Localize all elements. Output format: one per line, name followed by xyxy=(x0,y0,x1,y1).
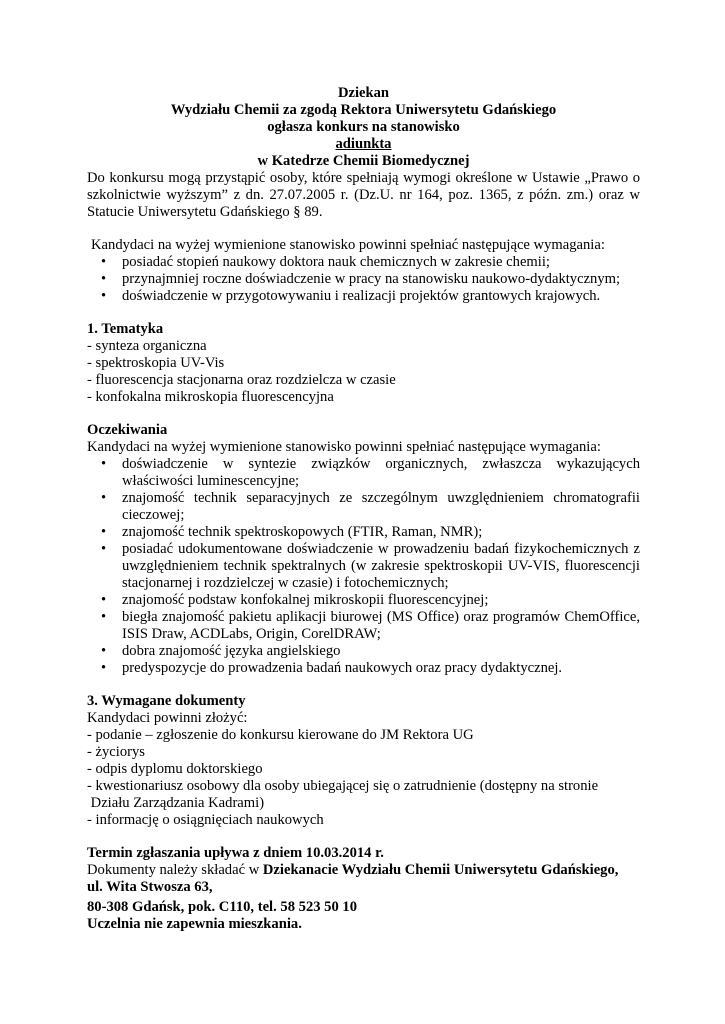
deadline-text: Termin zgłaszania upływa z dniem 10.03.2014 r. xyxy=(87,845,384,861)
list-item: - kwestionariusz osobowy dla osoby ubiegającej się o zatrudnienie (dostępny na stronie xyxy=(87,778,599,794)
submit-text xyxy=(87,862,640,879)
list-item: - spektroskopia UV-Vis xyxy=(87,355,225,371)
list-item: • znajomość podstaw konfokalnej mikroskopii fluorescencyjnej; xyxy=(122,592,640,609)
list-item: • posiadać udokumentowane doświadczenie w prowadzeniu badań fizykochemicznych z uwzględnieniem technik spektralnych (w zakresie spektroskopii UV-VIS, fluorescencji stacjonarnej i rozdzielczej w czasie) i fotochemicznych; xyxy=(122,541,640,592)
list-item: - informację o osiągnięciach naukowych xyxy=(87,812,324,828)
section-heading: Oczekiwania xyxy=(87,422,168,438)
list-item: - życiorys xyxy=(87,744,145,760)
header-position: adiunkta xyxy=(335,136,392,152)
header-faculty: Wydziału Chemii za zgodą Rektora Uniwersytetu Gdańskiego xyxy=(170,102,557,118)
announcement-page xyxy=(87,85,640,933)
list-item: • doświadczenie w przygotowywaniu i realizacji projektów grantowych krajowych. xyxy=(122,288,640,305)
oczekiwania-lead: Kandydaci na wyżej wymienione stanowisko powinni spełniać następujące wymagania: xyxy=(87,439,601,455)
list-item: - odpis dyplomu doktorskiego xyxy=(87,761,263,777)
requirements-section xyxy=(87,237,640,305)
requirements-lead: Kandydaci na wyżej wymienione stanowisko powinni spełniać następujące wymagania: xyxy=(91,237,605,253)
header-department: w Katedrze Chemii Biomedycznej xyxy=(257,153,470,169)
list-item: - podanie – zgłoszenie do konkursu kierowane do JM Rektora UG xyxy=(87,727,474,743)
submit-prefix: Dokumenty należy składać w xyxy=(87,862,263,878)
list-item: • predyspozycje do prowadzenia badań naukowych oraz pracy dydaktycznej. xyxy=(122,660,640,677)
housing-note: Uczelnia nie zapewnia mieszkania. xyxy=(87,916,302,932)
list-item: • przynajmniej roczne doświadczenie w pracy na stanowisku naukowo-dydaktycznym; xyxy=(122,271,640,288)
dokumenty-lead: Kandydaci powinni złożyć: xyxy=(87,710,248,726)
address-city: 80-308 Gdańsk, pok. C110, tel. 58 523 50 10 xyxy=(87,899,358,915)
section-heading: 1. Tematyka xyxy=(87,321,164,337)
tematyka-section xyxy=(87,321,640,406)
header-dean: Dziekan xyxy=(337,85,390,101)
list-item: • biegła znajomość pakietu aplikacji biurowej (MS Office) oraz programów ChemOffice, ISIS Draw, ACDLabs, Origin, CorelDRAW; xyxy=(122,609,640,643)
list-item: - konfokalna mikroskopia fluorescencyjna xyxy=(87,389,334,405)
list-item: - synteza organiczna xyxy=(87,338,207,354)
address-street: ul. Wita Stwosza 63, xyxy=(87,879,213,895)
list-item: - fluorescencja stacjonarna oraz rozdzielcza w czasie xyxy=(87,372,396,388)
dokumenty-section xyxy=(87,693,640,829)
oczekiwania-list xyxy=(87,456,640,677)
footer-section xyxy=(87,845,640,933)
list-item: • dobra znajomość języka angielskiego xyxy=(122,643,640,660)
list-item: • posiadać stopień naukowy doktora nauk chemicznych w zakresie chemii; xyxy=(122,254,640,271)
list-item: • znajomość technik separacyjnych ze szczególnym uwzględnieniem chromatografii cieczowej; xyxy=(122,490,640,524)
intro-paragraph: Do konkursu mogą przystąpić osoby, które spełniają wymogi określone w Ustawie „Prawo o szkolnictwie wyższym” z dn. 27.07.2005 r. (Dz.U. nr 164, poz. 1365, z późn. zm.) oraz w Statucie Uniwersytetu Gdańskiego § 89. xyxy=(87,170,640,220)
submit-place: Dziekanacie Wydziału Chemii Uniwersytetu Gdańskiego, xyxy=(262,862,619,878)
list-item: • znajomość technik spektroskopowych (FTIR, Raman, NMR); xyxy=(122,524,640,541)
requirements-list xyxy=(87,254,640,305)
header-block xyxy=(87,85,640,170)
oczekiwania-section xyxy=(87,422,640,677)
header-announces: ogłasza konkurs na stanowisko xyxy=(267,119,460,135)
list-item: Działu Zarządzania Kadrami) xyxy=(87,795,265,811)
section-heading: 3. Wymagane dokumenty xyxy=(87,693,246,709)
list-item: • doświadczenie w syntezie związków organicznych, zwłaszcza wykazujących właściwości luminescencyjne; xyxy=(122,456,640,490)
